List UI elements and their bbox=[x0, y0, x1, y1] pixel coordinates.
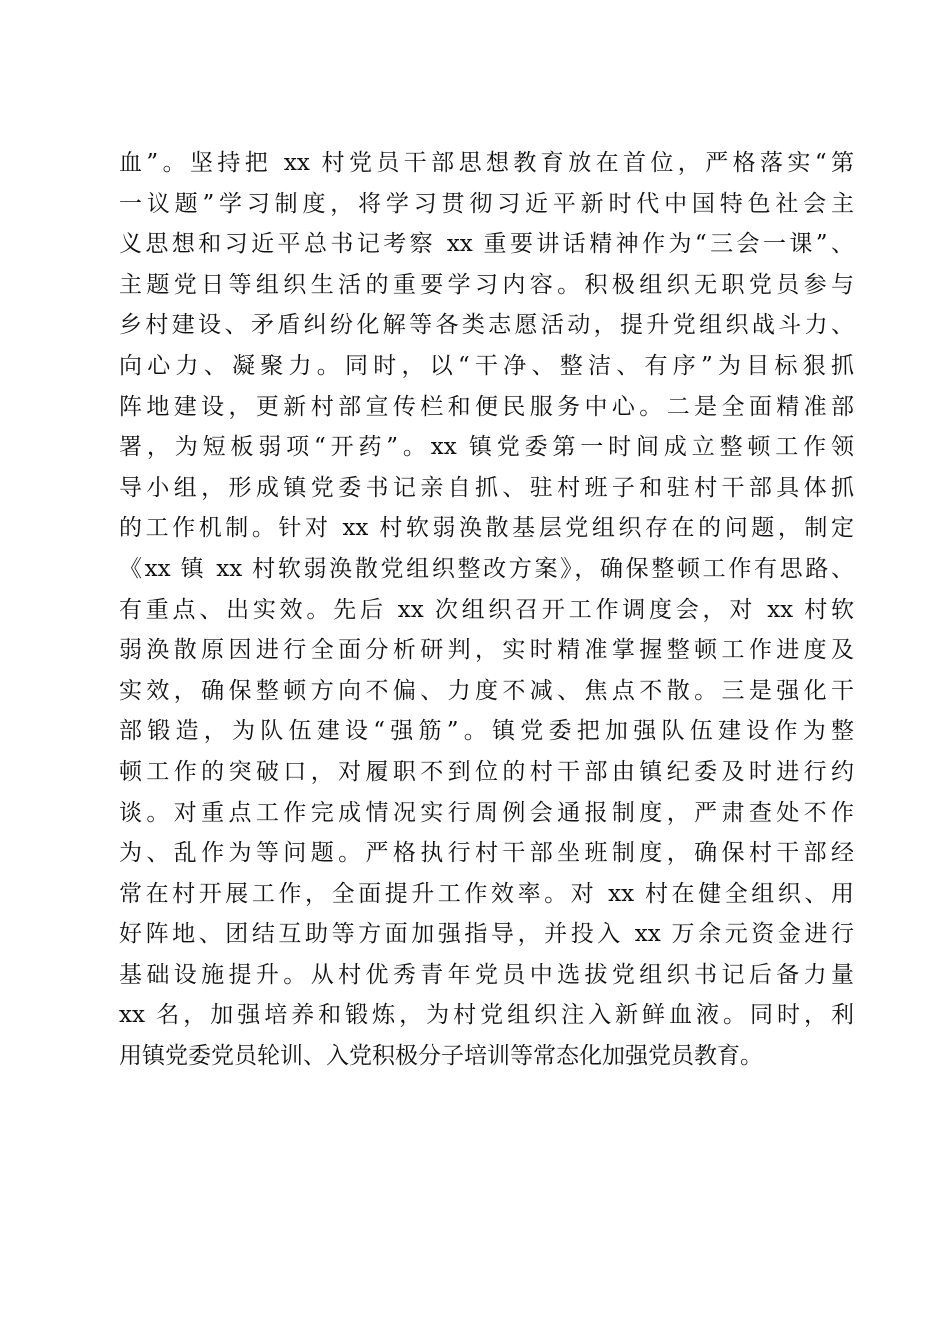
text-line: 署，为短板弱项“开药”。xx 镇党委第一时间成立整顿工作领 bbox=[119, 434, 854, 461]
text-line: 常在村开展工作，全面提升工作效率。对 xx 村在健全组织、用 bbox=[119, 880, 854, 907]
text-line: 好阵地、团结互助等方面加强指导，并投入 xx 万余元资金进行 bbox=[119, 921, 854, 948]
text-line: 实效，确保整顿方向不偏、力度不减、焦点不散。三是强化干 bbox=[119, 677, 854, 704]
text-line: 主题党日等组织生活的重要学习内容。积极组织无职党员参与 bbox=[119, 271, 854, 298]
text-line: 谈。对重点工作完成情况实行周例会通报制度，严肃查处不作 bbox=[119, 799, 854, 826]
body-paragraph bbox=[119, 143, 854, 1077]
text-line: 义思想和习近平总书记考察 xx 重要讲话精神作为“三会一课”、 bbox=[119, 231, 854, 258]
text-line: 有重点、出实效。先后 xx 次组织召开工作调度会，对 xx 村软 bbox=[119, 596, 854, 623]
text-line: 为、乱作为等问题。严格执行村干部坐班制度，确保村干部经 bbox=[119, 840, 854, 867]
text-line: 弱涣散原因进行全面分析研判，实时精准掌握整顿工作进度及 bbox=[119, 637, 854, 664]
text-line: 部锻造，为队伍建设“强筋”。镇党委把加强队伍建设作为整 bbox=[119, 718, 854, 745]
text-line: 顿工作的突破口，对履职不到位的村干部由镇纪委及时进行约 bbox=[119, 758, 854, 785]
text-line: 导小组，形成镇党委书记亲自抓、驻村班子和驻村干部具体抓 bbox=[119, 474, 854, 501]
text-line: 向心力、凝聚力。同时，以“干净、整洁、有序”为目标狠抓 bbox=[119, 352, 854, 379]
text-line: 一议题”学习制度，将学习贯彻习近平新时代中国特色社会主 bbox=[119, 190, 854, 217]
text-line: 《xx 镇 xx 村软弱涣散党组织整改方案》，确保整顿工作有思路、 bbox=[119, 555, 854, 582]
text-line: 血”。坚持把 xx 村党员干部思想教育放在首位，严格落实“第 bbox=[119, 150, 854, 176]
text-line: 用镇党委党员轮训、入党积极分子培训等常态化加强党员教育。 bbox=[119, 1043, 763, 1070]
text-line: 的工作机制。针对 xx 村软弱涣散基层党组织存在的问题，制定 bbox=[119, 515, 854, 542]
text-line: xx 名，加强培养和锻炼，为村党组织注入新鲜血液。同时，利 bbox=[119, 1002, 854, 1029]
text-line: 基础设施提升。从村优秀青年党员中选拔党组织书记后备力量 bbox=[119, 961, 854, 988]
text-line: 乡村建设、矛盾纠纷化解等各类志愿活动，提升党组织战斗力、 bbox=[119, 312, 854, 339]
text-line: 阵地建设，更新村部宣传栏和便民服务中心。二是全面精准部 bbox=[119, 393, 854, 420]
